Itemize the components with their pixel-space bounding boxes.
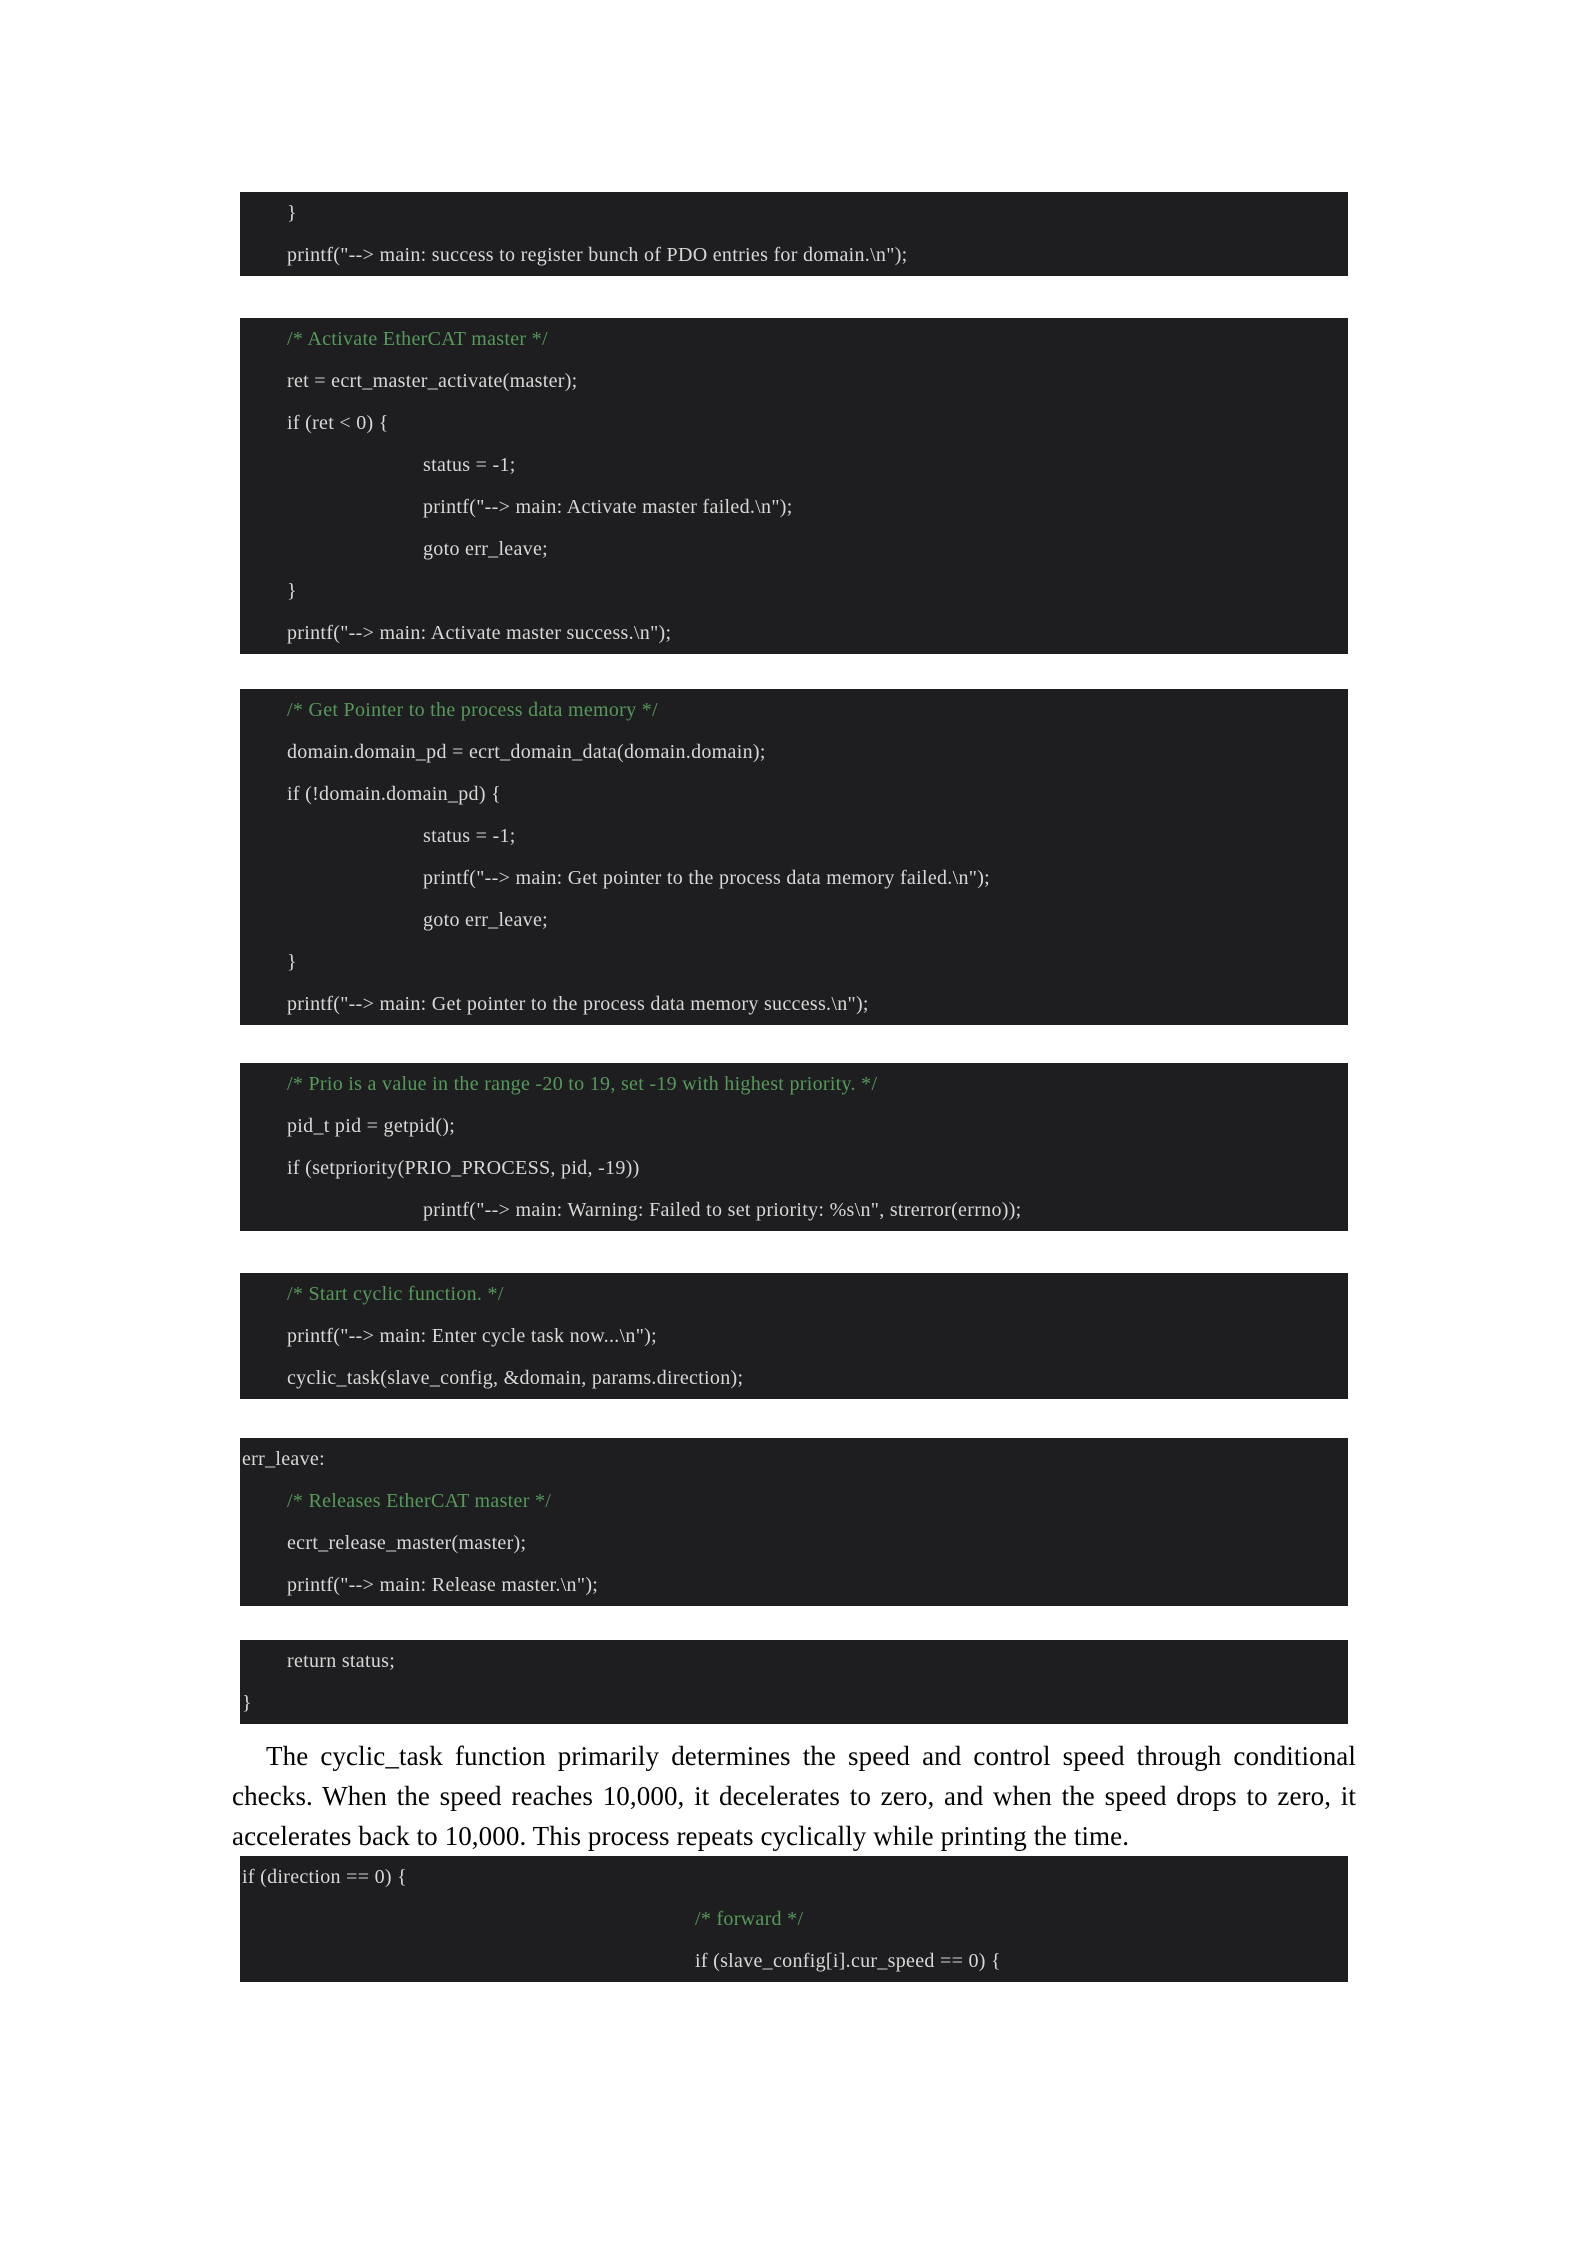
code-block	[240, 1063, 1348, 1231]
code-line: goto err_leave;	[423, 538, 548, 560]
code-line: ecrt_release_master(master);	[287, 1532, 527, 1554]
code-comment-line: /* Releases EtherCAT master */	[287, 1490, 552, 1512]
code-line: if (!domain.domain_pd) {	[287, 783, 501, 805]
code-line: printf("--> main: Activate master failed.\n");	[423, 496, 793, 518]
code-line: if (ret < 0) {	[287, 412, 389, 434]
code-section-bottom	[232, 1856, 1356, 1982]
code-line: pid_t pid = getpid();	[287, 1115, 456, 1137]
code-section-top	[232, 192, 1356, 1724]
code-line: goto err_leave;	[423, 909, 548, 931]
code-line: return status;	[287, 1650, 396, 1672]
code-line: printf("--> main: Activate master success.\n");	[287, 622, 672, 644]
code-line: printf("--> main: Enter cycle task now...\n");	[287, 1325, 658, 1347]
code-line: domain.domain_pd = ecrt_domain_data(domain.domain);	[287, 741, 766, 763]
code-line: status = -1;	[423, 454, 516, 476]
code-comment-line: /* Activate EtherCAT master */	[287, 328, 548, 350]
code-line: printf("--> main: Get pointer to the process data memory failed.\n");	[423, 867, 991, 889]
code-line: }	[287, 951, 297, 973]
code-line: printf("--> main: success to register bunch of PDO entries for domain.\n");	[287, 244, 908, 266]
code-block	[240, 689, 1348, 1025]
code-block	[240, 192, 1348, 276]
code-block	[240, 1640, 1348, 1724]
code-block	[240, 1438, 1348, 1606]
code-line: ret = ecrt_master_activate(master);	[287, 370, 578, 392]
code-line: if (direction == 0) {	[242, 1866, 408, 1888]
code-line: }	[287, 580, 297, 602]
code-comment-line: /* forward */	[695, 1908, 804, 1930]
code-line: cyclic_task(slave_config, &domain, params.direction);	[287, 1367, 744, 1389]
code-line: if (slave_config[i].cur_speed == 0) {	[695, 1950, 1001, 1972]
code-comment-line: /* Start cyclic function. */	[287, 1283, 504, 1305]
body-paragraph: The cyclic_task function primarily determines the speed and control speed through conditional checks. When the speed reaches 10,000, it decelerates to zero, and when the speed drops to zero, it accelerates back to 10,000. This process repeats cyclically while printing the time.	[232, 1741, 1356, 1851]
code-comment-line: /* Prio is a value in the range -20 to 19, set -19 with highest priority. */	[287, 1073, 878, 1095]
code-line: }	[242, 1692, 252, 1714]
code-line: printf("--> main: Release master.\n");	[287, 1574, 599, 1596]
code-block	[240, 1856, 1348, 1982]
page-content	[232, 0, 1356, 1982]
code-comment-line: /* Get Pointer to the process data memory */	[287, 699, 658, 721]
code-line: }	[287, 202, 297, 224]
code-line: printf("--> main: Get pointer to the process data memory success.\n");	[287, 993, 869, 1015]
code-block	[240, 1273, 1348, 1399]
code-line: printf("--> main: Warning: Failed to set priority: %s\n", strerror(errno));	[423, 1199, 1022, 1221]
code-line: status = -1;	[423, 825, 516, 847]
code-line: err_leave:	[242, 1448, 325, 1470]
code-block	[240, 318, 1348, 654]
code-line: if (setpriority(PRIO_PROCESS, pid, -19))	[287, 1157, 640, 1179]
